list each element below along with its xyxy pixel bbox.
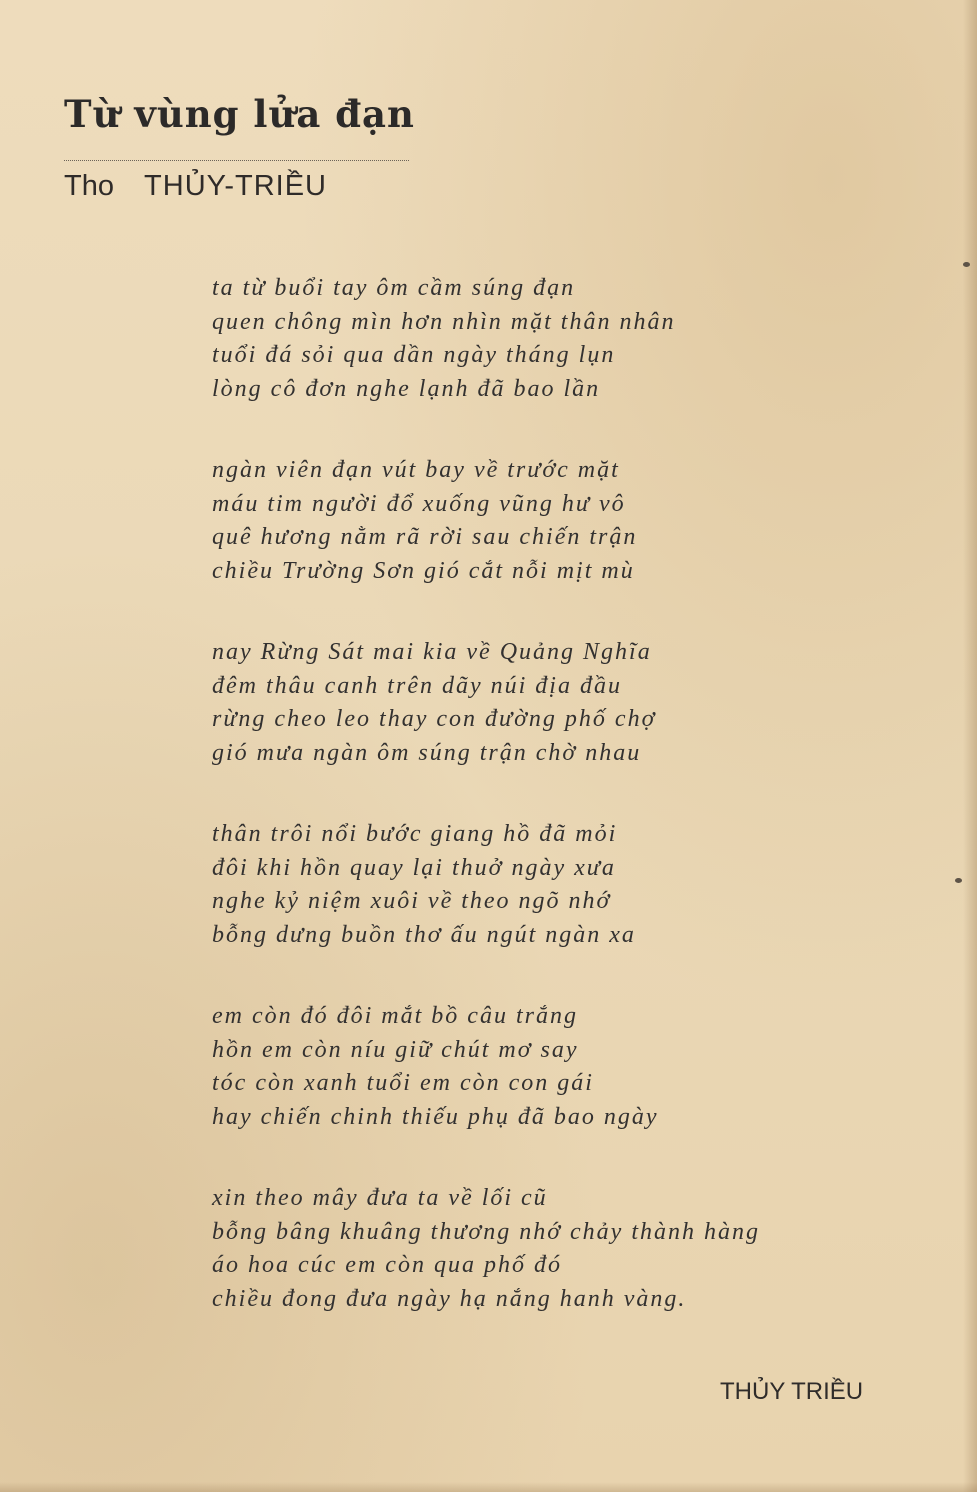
poem-line: ngàn viên đạn vút bay về trước mặt (212, 457, 620, 483)
genre-label: Tho (64, 170, 114, 202)
poem-line: bỗng bâng khuâng thương nhớ chảy thành hàng (212, 1218, 760, 1245)
poem-line: lòng cô đơn nghe lạnh đã bao lần (212, 375, 601, 402)
page-edge-shadow (963, 0, 977, 1492)
poem-line: chiều đong đưa ngày hạ nắng hanh vàng. (212, 1285, 687, 1312)
title-divider (64, 160, 409, 161)
poem-line: máu tim người đổ xuống vũng hư vô (212, 490, 626, 517)
poem-line: chiều Trường Sơn gió cắt nỗi mịt mù (212, 557, 635, 584)
stanza (212, 636, 812, 770)
stanza (212, 1000, 812, 1134)
poem-line: tuổi đá sỏi qua dần ngày tháng lụn (212, 342, 616, 368)
poem-line: nay Rừng Sát mai kia về Quảng Nghĩa (212, 639, 652, 665)
paper-speck (955, 878, 962, 883)
poem-line: nghe kỷ niệm xuôi về theo ngõ nhớ (212, 888, 612, 914)
poem-line: gió mưa ngàn ôm súng trận chờ nhau (212, 739, 642, 766)
poem-line: em còn đó đôi mắt bồ câu trắng (212, 1003, 578, 1029)
poem-line: ta từ buổi tay ôm cầm súng đạn (212, 275, 576, 301)
poem-line: xin theo mây đưa ta về lối cũ (212, 1185, 548, 1211)
stanza (212, 1182, 812, 1316)
author-name: THỦY-TRIỀU (144, 170, 327, 202)
poem-line: đôi khi hồn quay lại thuở ngày xưa (212, 854, 616, 881)
poem-line: bỗng dưng buồn thơ ấu ngút ngàn xa (212, 921, 636, 948)
poem-line: tóc còn xanh tuổi em còn con gái (212, 1070, 594, 1096)
byline (64, 170, 327, 203)
author-signature: THỦY TRIỀU (720, 1378, 864, 1405)
poem-line: áo hoa cúc em còn qua phố đó (212, 1252, 562, 1278)
stanza (212, 454, 812, 588)
stanza (212, 272, 812, 406)
page-edge-shadow-bottom (0, 1482, 977, 1492)
poem-line: quê hương nằm rã rời sau chiến trận (212, 524, 638, 550)
paper-speck (963, 262, 970, 267)
poem-line: hay chiến chinh thiếu phụ đã bao ngày (212, 1103, 659, 1130)
page-title: Từ vùng lửa đạn (64, 92, 415, 136)
poem-line: thân trôi nổi bước giang hồ đã mỏi (212, 821, 618, 847)
poem-line: hồn em còn níu giữ chút mơ say (212, 1036, 579, 1063)
poem-body (212, 272, 812, 1364)
poem-line: quen chông mìn hơn nhìn mặt thân nhân (212, 308, 676, 335)
poem-line: rừng cheo leo thay con đường phố chợ (212, 706, 657, 732)
poem-line: đêm thâu canh trên dãy núi địa đầu (212, 672, 622, 699)
stanza (212, 818, 812, 952)
